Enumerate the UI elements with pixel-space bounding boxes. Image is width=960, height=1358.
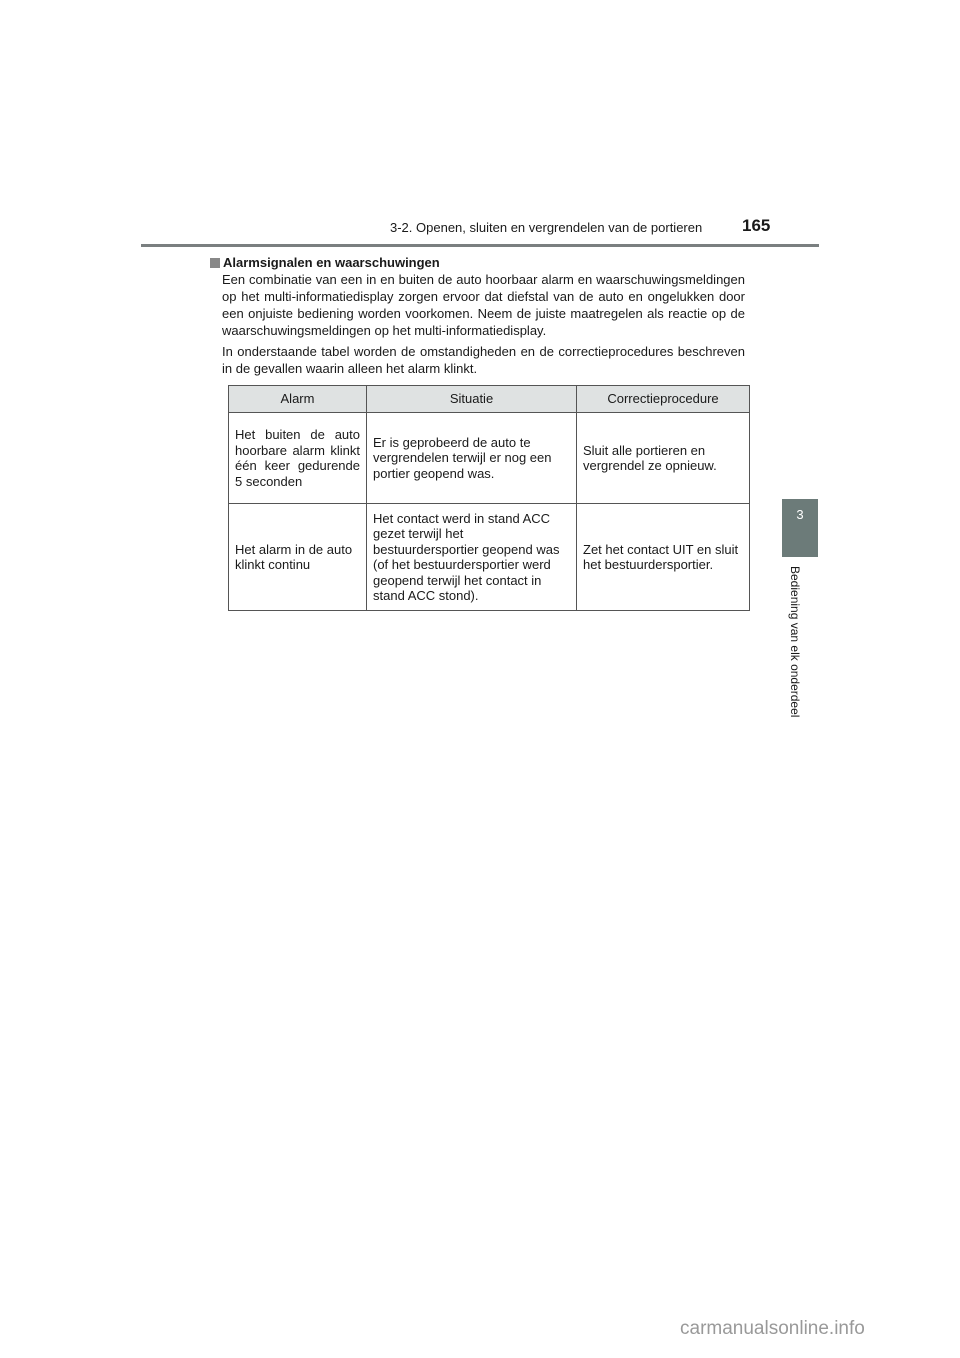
table-row <box>229 413 750 504</box>
header-correctieprocedure: Correctieprocedure <box>577 386 750 413</box>
cell-situatie: Het contact werd in stand ACC gezet terwijl het bestuurdersportier geopend was (of het bestuurdersportier werd geopend terwijl het contact in stand ACC stond). <box>367 504 577 611</box>
intro-paragraph: Een combinatie van een in en buiten de auto hoorbaar alarm en waarschuwingsmeldingen op het multi-informatiedisplay zorgen ervoor dat diefstal van de auto en ongelukken door een onjuiste bediening worden voorkomen. Neem de juiste maatregelen als reactie op de waarschuwingsmeldingen op het multi-informatiedisplay. <box>222 272 745 338</box>
cell-correctie: Sluit alle portieren en vergrendel ze opnieuw. <box>577 413 750 504</box>
header-alarm: Alarm <box>229 386 367 413</box>
section-title: 3-2. Openen, sluiten en vergrendelen van de portieren <box>390 220 703 235</box>
cell-situatie: Er is geprobeerd de auto te vergrendelen terwijl er nog een portier geopend was. <box>367 413 577 504</box>
page-number: 165 <box>742 216 771 235</box>
chapter-title: Bediening van elk onderdeel <box>788 566 802 718</box>
section-heading-text: Alarmsignalen en waarschuwingen <box>223 255 440 270</box>
square-bullet-icon <box>210 258 220 268</box>
chapter-tab: 3 <box>782 499 818 557</box>
header-situatie: Situatie <box>367 386 577 413</box>
watermark: carmanualsonline.info <box>680 1318 865 1339</box>
cell-alarm: Het buiten de auto hoorbare alarm klinkt één keer gedurende 5 seconden <box>229 413 367 504</box>
table-header-row <box>229 386 750 413</box>
cell-alarm: Het alarm in de auto klinkt continu <box>229 504 367 611</box>
table-row <box>229 504 750 611</box>
section-heading <box>210 255 440 270</box>
table-intro-paragraph: In onderstaande tabel worden de omstandigheden en de correctieprocedures beschreven in de gevallen waarin alleen het alarm klinkt. <box>222 344 745 376</box>
alarm-table <box>228 385 750 611</box>
cell-correctie: Zet het contact UIT en sluit het bestuurdersportier. <box>577 504 750 611</box>
header-divider <box>141 244 819 247</box>
